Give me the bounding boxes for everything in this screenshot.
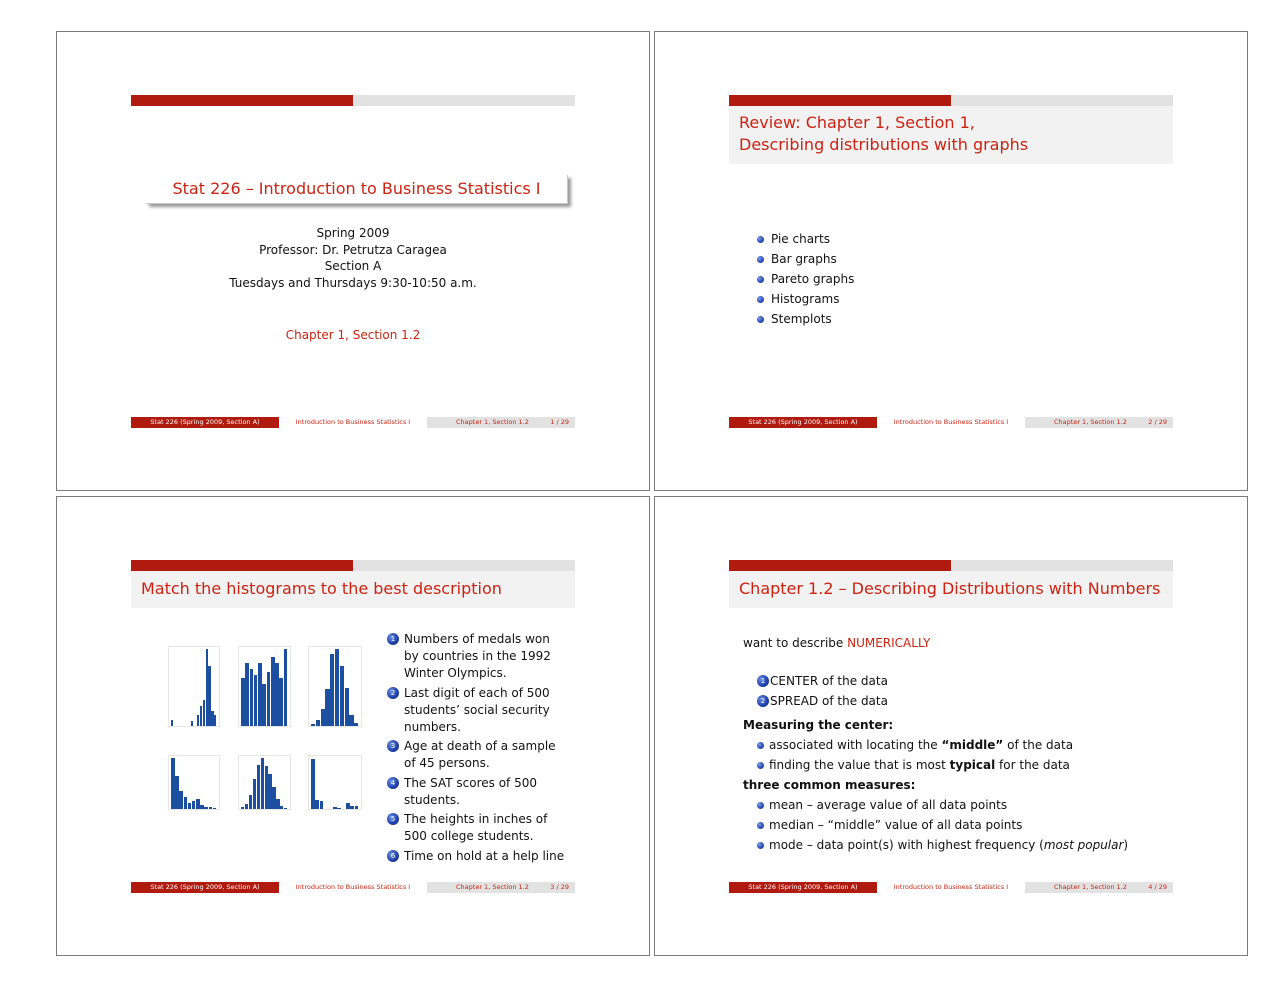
title-box: Stat 226 – Introduction to Business Statistics I — [146, 175, 568, 204]
histogram-bar — [262, 684, 266, 726]
page-number: 3 / 29 — [550, 883, 569, 891]
histogram-bar — [315, 800, 319, 809]
number-icon: 2 — [757, 695, 769, 707]
footer-course: Stat 226 (Spring 2009, Section A) — [131, 882, 279, 893]
histogram-bar — [258, 663, 262, 726]
histogram-bar — [257, 765, 260, 809]
histogram-bar — [214, 715, 216, 726]
bullet-icon — [757, 316, 764, 323]
footer-chapter: Chapter 1, Section 1.2 — [1054, 418, 1127, 426]
intro-line: want to describe NUMERICALLY — [743, 636, 931, 650]
histogram-bar — [311, 724, 315, 726]
histogram-bar — [245, 804, 248, 809]
histogram-bar — [276, 799, 279, 809]
histogram-bar — [241, 678, 245, 726]
number-icon: 2 — [387, 687, 399, 699]
footer-title: Introduction to Business Statistics I — [877, 882, 1025, 893]
histogram-bar — [284, 649, 288, 726]
histogram-bar — [345, 688, 349, 727]
histogram-bar — [355, 806, 359, 809]
histogram-bar — [200, 805, 204, 809]
bullet-icon — [757, 762, 764, 769]
histogram-bar — [330, 654, 334, 726]
number-icon: 4 — [387, 777, 399, 789]
slide-3 — [56, 496, 650, 956]
list-item: Stemplots — [757, 309, 854, 329]
histogram-bar — [196, 799, 200, 809]
histogram-bar — [272, 787, 275, 809]
histogram-bar — [254, 675, 258, 726]
footer-chapter: Chapter 1, Section 1.2 — [456, 418, 529, 426]
histogram-bar — [325, 689, 329, 726]
histogram-bar — [192, 801, 196, 809]
histogram-bar — [209, 807, 213, 809]
list-item: Pie charts — [757, 229, 854, 249]
histogram-bar — [250, 669, 254, 726]
histogram-bar — [350, 806, 354, 809]
section-heading: Measuring the center: — [743, 718, 894, 732]
histogram-bar — [188, 803, 192, 809]
histogram-bar — [284, 808, 287, 809]
bullet-icon — [757, 296, 764, 303]
list-item: 4 The SAT scores of 500 students. — [387, 775, 567, 809]
progress-bar — [131, 95, 575, 106]
histogram-bar — [191, 721, 193, 726]
histogram-bar — [179, 791, 183, 809]
footer — [131, 417, 575, 428]
list-item: Pareto graphs — [757, 269, 854, 289]
page-number: 2 / 29 — [1148, 418, 1167, 426]
histogram-bar — [245, 663, 249, 726]
list-item: 2 Last digit of each of 500 students’ social security numbers. — [387, 685, 567, 736]
histogram-bar — [280, 806, 283, 809]
histogram-bar — [241, 807, 244, 809]
histogram-bar — [184, 797, 188, 809]
frame-title — [729, 106, 1173, 164]
number-icon: 3 — [387, 740, 399, 752]
histogram-bar — [354, 723, 358, 726]
footer-chapter: Chapter 1, Section 1.2 — [1054, 883, 1127, 891]
histogram-bar — [249, 795, 252, 809]
list-item: 3 Age at death of a sample of 45 persons. — [387, 738, 567, 772]
emphasis: NUMERICALLY — [847, 636, 931, 650]
chapter-subtitle: Chapter 1, Section 1.2 — [285, 328, 421, 342]
list-item: Histograms — [757, 289, 854, 309]
histogram-bar — [171, 758, 175, 809]
histogram-5 — [238, 755, 291, 810]
slide-body — [743, 633, 1163, 855]
footer-title: Introduction to Business Statistics I — [279, 882, 427, 893]
histogram-bar — [213, 808, 217, 809]
histogram-6 — [308, 755, 362, 810]
histogram-bar — [340, 666, 344, 726]
title-info — [131, 225, 575, 291]
histogram-bar — [271, 657, 275, 726]
histogram-bar — [268, 774, 271, 809]
bullet-icon — [757, 742, 764, 749]
number-icon: 5 — [387, 813, 399, 825]
histogram-bar — [335, 649, 339, 726]
bullet-icon — [757, 842, 764, 849]
histogram-bar — [279, 678, 283, 726]
histogram-bar — [316, 720, 320, 726]
histogram-4 — [168, 755, 220, 810]
slide-4 — [654, 496, 1248, 956]
histogram-bar — [175, 776, 179, 809]
bullet-icon — [757, 802, 764, 809]
histogram-bar — [337, 808, 341, 809]
histogram-bar — [346, 803, 350, 809]
frame-title: Match the histograms to the best description — [131, 571, 575, 608]
number-icon: 6 — [387, 850, 399, 862]
footer-title: Introduction to Business Statistics I — [877, 417, 1025, 428]
histogram-bar — [267, 672, 271, 726]
list-item: median – “middle” value of all data points — [757, 815, 1163, 835]
progress-bar — [131, 560, 575, 571]
list-item: 1 Numbers of medals won by countries in the 1992 Winter Olympics. — [387, 631, 567, 682]
graph-types-list — [757, 229, 854, 329]
bullet-icon — [757, 822, 764, 829]
page-number: 4 / 29 — [1148, 883, 1167, 891]
list-item: 2 SPREAD of the data — [757, 691, 1163, 711]
number-icon: 1 — [757, 675, 769, 687]
frame-title-line-2: Describing distributions with graphs — [739, 135, 1029, 154]
number-icon: 1 — [387, 633, 399, 645]
histogram-bar — [171, 720, 173, 726]
histogram-1 — [168, 646, 220, 727]
frame-title: Chapter 1.2 – Describing Distributions with Numbers — [729, 571, 1173, 608]
footer-course: Stat 226 (Spring 2009, Section A) — [729, 417, 877, 428]
histogram-bar — [275, 663, 279, 726]
histogram-bar — [253, 779, 256, 809]
histogram-bar — [261, 758, 264, 809]
bullet-icon — [757, 276, 764, 283]
section-heading: three common measures: — [743, 778, 916, 792]
footer-title: Introduction to Business Statistics I — [279, 417, 427, 428]
professor: Professor: Dr. Petrutza Caragea — [259, 242, 447, 257]
list-item: associated with locating the “middle” of the data — [757, 735, 1163, 755]
page-number: 1 / 29 — [550, 418, 569, 426]
histogram-bar — [265, 766, 268, 809]
list-item: mean – average value of all data points — [757, 795, 1163, 815]
footer-course: Stat 226 (Spring 2009, Section A) — [729, 882, 877, 893]
histogram-bar — [311, 759, 315, 809]
list-item: Bar graphs — [757, 249, 854, 269]
list-item: finding the value that is most typical for the data — [757, 755, 1163, 775]
footer — [131, 882, 575, 893]
bullet-icon — [757, 236, 764, 243]
histogram-bar — [321, 709, 325, 726]
progress-bar — [729, 95, 1173, 106]
footer — [729, 882, 1173, 893]
histogram-bar — [204, 807, 208, 809]
histogram-bar — [333, 807, 337, 809]
progress-bar — [729, 560, 1173, 571]
histogram-2 — [238, 646, 291, 727]
bullet-icon — [757, 256, 764, 263]
list-item: 5 The heights in inches of 500 college students. — [387, 811, 567, 845]
histogram-bar — [320, 801, 324, 809]
footer-chapter: Chapter 1, Section 1.2 — [456, 883, 529, 891]
list-item: 1 CENTER of the data — [757, 671, 1163, 691]
list-item: 6 Time on hold at a help line — [387, 848, 567, 865]
footer-course: Stat 226 (Spring 2009, Section A) — [131, 417, 279, 428]
description-list — [387, 631, 567, 867]
histogram-3 — [308, 646, 362, 727]
schedule: Tuesdays and Thursdays 9:30-10:50 a.m. — [229, 275, 477, 290]
slide-2 — [654, 31, 1248, 491]
frame-title-line-1: Review: Chapter 1, Section 1, — [739, 113, 975, 132]
list-item: mode – data point(s) with highest frequency (most popular) — [757, 835, 1163, 855]
histogram-bar — [349, 715, 353, 726]
section: Section A — [324, 259, 382, 273]
term: Spring 2009 — [316, 226, 390, 240]
footer — [729, 417, 1173, 428]
slide-1 — [56, 31, 650, 491]
